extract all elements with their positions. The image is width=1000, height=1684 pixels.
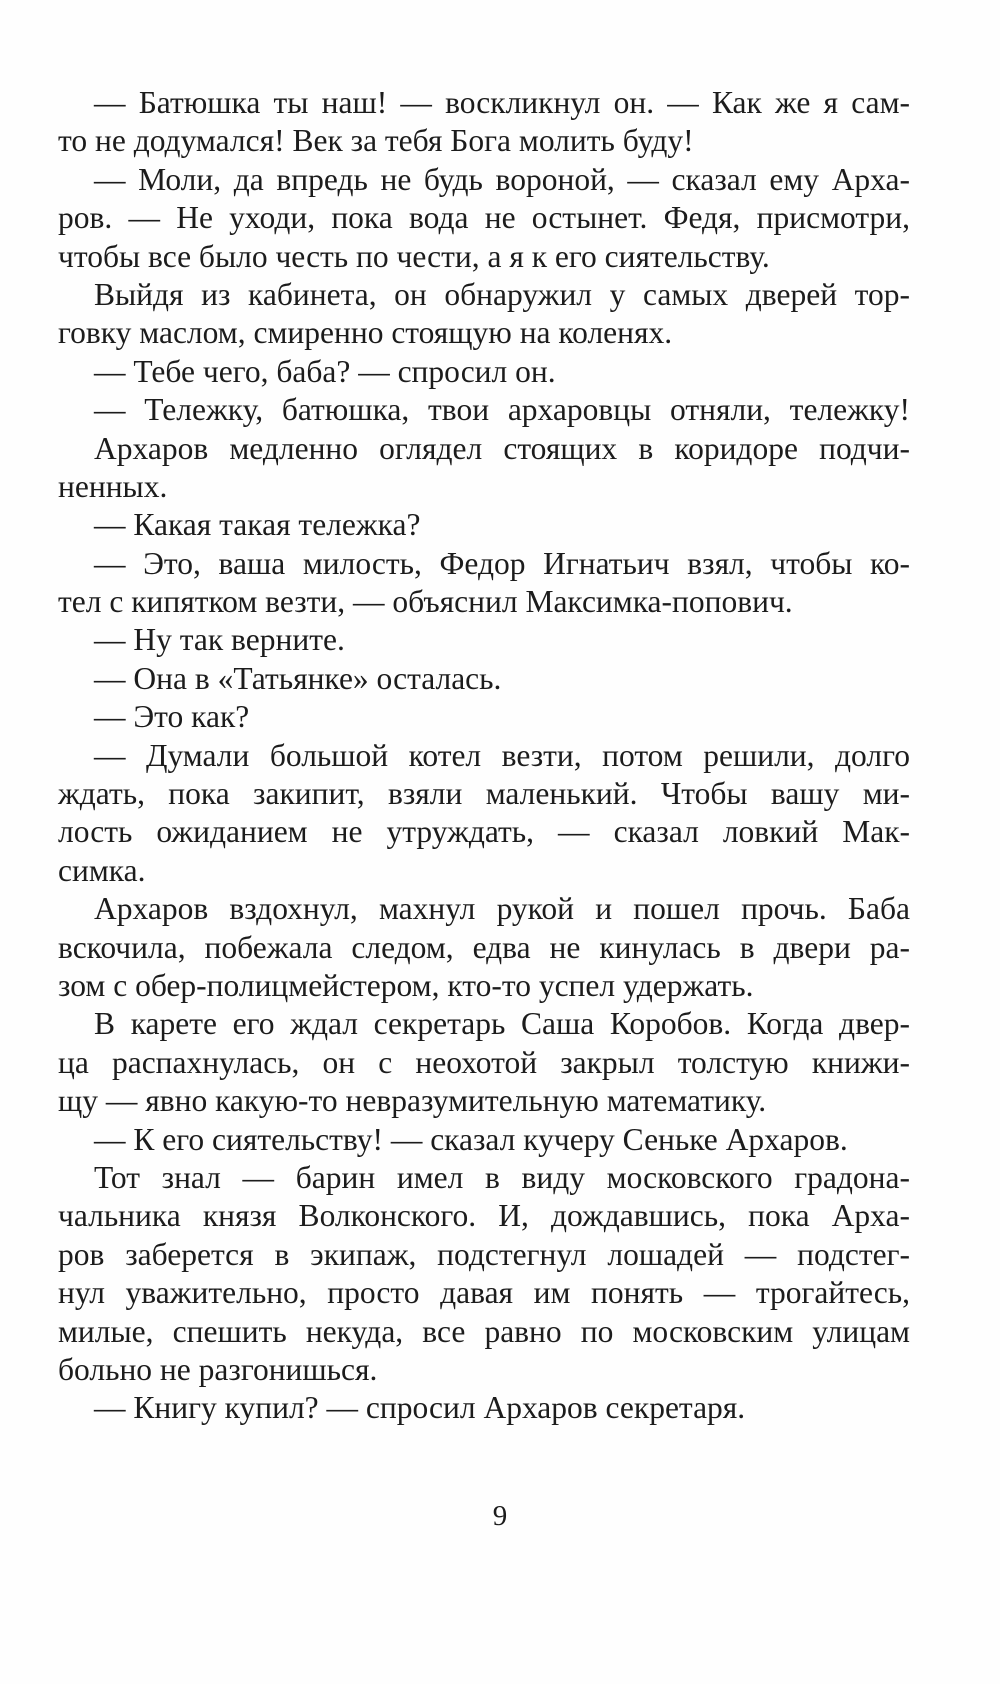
text-line: — Она в «Татьянке» осталась. (94, 660, 502, 696)
text-line: — Это, ваша милость, Федор Игнатьич взял, чтобы ко- (94, 545, 910, 581)
text-line: — Книгу купил? — спросил Архаров секретаря. (94, 1390, 746, 1426)
text-line: симка. (58, 852, 146, 888)
text-line: то не додумался! Век за тебя Бога молить буду! (58, 123, 694, 159)
text-line: — Ну так верните. (94, 622, 345, 658)
text-line: Архаров медленно оглядел стоящих в коридоре подчи- (94, 430, 910, 466)
text-line: — Тебе чего, баба? — спросил он. (94, 353, 556, 389)
text-line: щу — явно какую-то невразумительную математику. (58, 1083, 767, 1119)
text-line: чальника князя Волконского. И, дождавшись, пока Арха- (58, 1198, 910, 1234)
text-line: — Это как? (94, 699, 250, 735)
body-text (58, 84, 910, 1428)
text-line: Выйдя из кабинета, он обнаружил у самых дверей тор- (94, 276, 910, 312)
text-line: больно не разгонишься. (58, 1351, 378, 1387)
text-line: вскочила, побежала следом, едва не кинулась в двери ра- (58, 929, 910, 965)
text-line: ненных. (58, 468, 168, 504)
text-line: — Батюшка ты наш! — воскликнул он. — Как же я сам- (94, 85, 910, 120)
text-line: говку маслом, смиренно стоящую на коленях. (58, 315, 673, 351)
page-number: 9 (492, 1500, 508, 1532)
text-line: — Какая такая тележка? (94, 507, 421, 543)
text-line: нул уважительно, просто давая им понять — трогайтесь, (58, 1275, 910, 1311)
text-line: чтобы все было честь по чести, а я к его сиятельству. (58, 238, 770, 274)
text-line: ждать, пока закипит, взяли маленький. Чтобы вашу ми- (58, 776, 910, 812)
text-line: лость ожиданием не утруждать, — сказал ловкий Мак- (58, 814, 910, 850)
text-line: Архаров вздохнул, махнул рукой и пошел прочь. Баба (94, 891, 910, 927)
text-line: Тот знал — барин имел в виду московского градона- (94, 1159, 910, 1195)
text-line: — К его сиятельству! — сказал кучеру Сеньке Архаров. (94, 1121, 848, 1157)
text-line: тел с кипятком везти, — объяснил Максимка-попович. (58, 584, 793, 620)
text-line: ров заберется в экипаж, подстегнул лошадей — подстег- (58, 1236, 910, 1272)
text-line: ров. — Не уходи, пока вода не остынет. Федя, присмотри, (58, 200, 910, 236)
text-line: зом с обер-полицмейстером, кто-то успел удержать. (58, 967, 754, 1003)
text-line: милые, спешить некуда, все равно по московским улицам (58, 1313, 910, 1349)
text-line: — Думали большой котел везти, потом решили, долго (94, 737, 910, 773)
text-line: — Моли, да впредь не будь вороной, — сказал ему Арха- (94, 161, 910, 197)
text-line: — Тележку, батюшка, твои архаровцы отняли, тележку! (94, 392, 910, 428)
text-line: ца распахнулась, он с неохотой закрыл толстую книжи- (58, 1044, 910, 1080)
text-line: В карете его ждал секретарь Саша Коробов. Когда двер- (94, 1006, 910, 1042)
